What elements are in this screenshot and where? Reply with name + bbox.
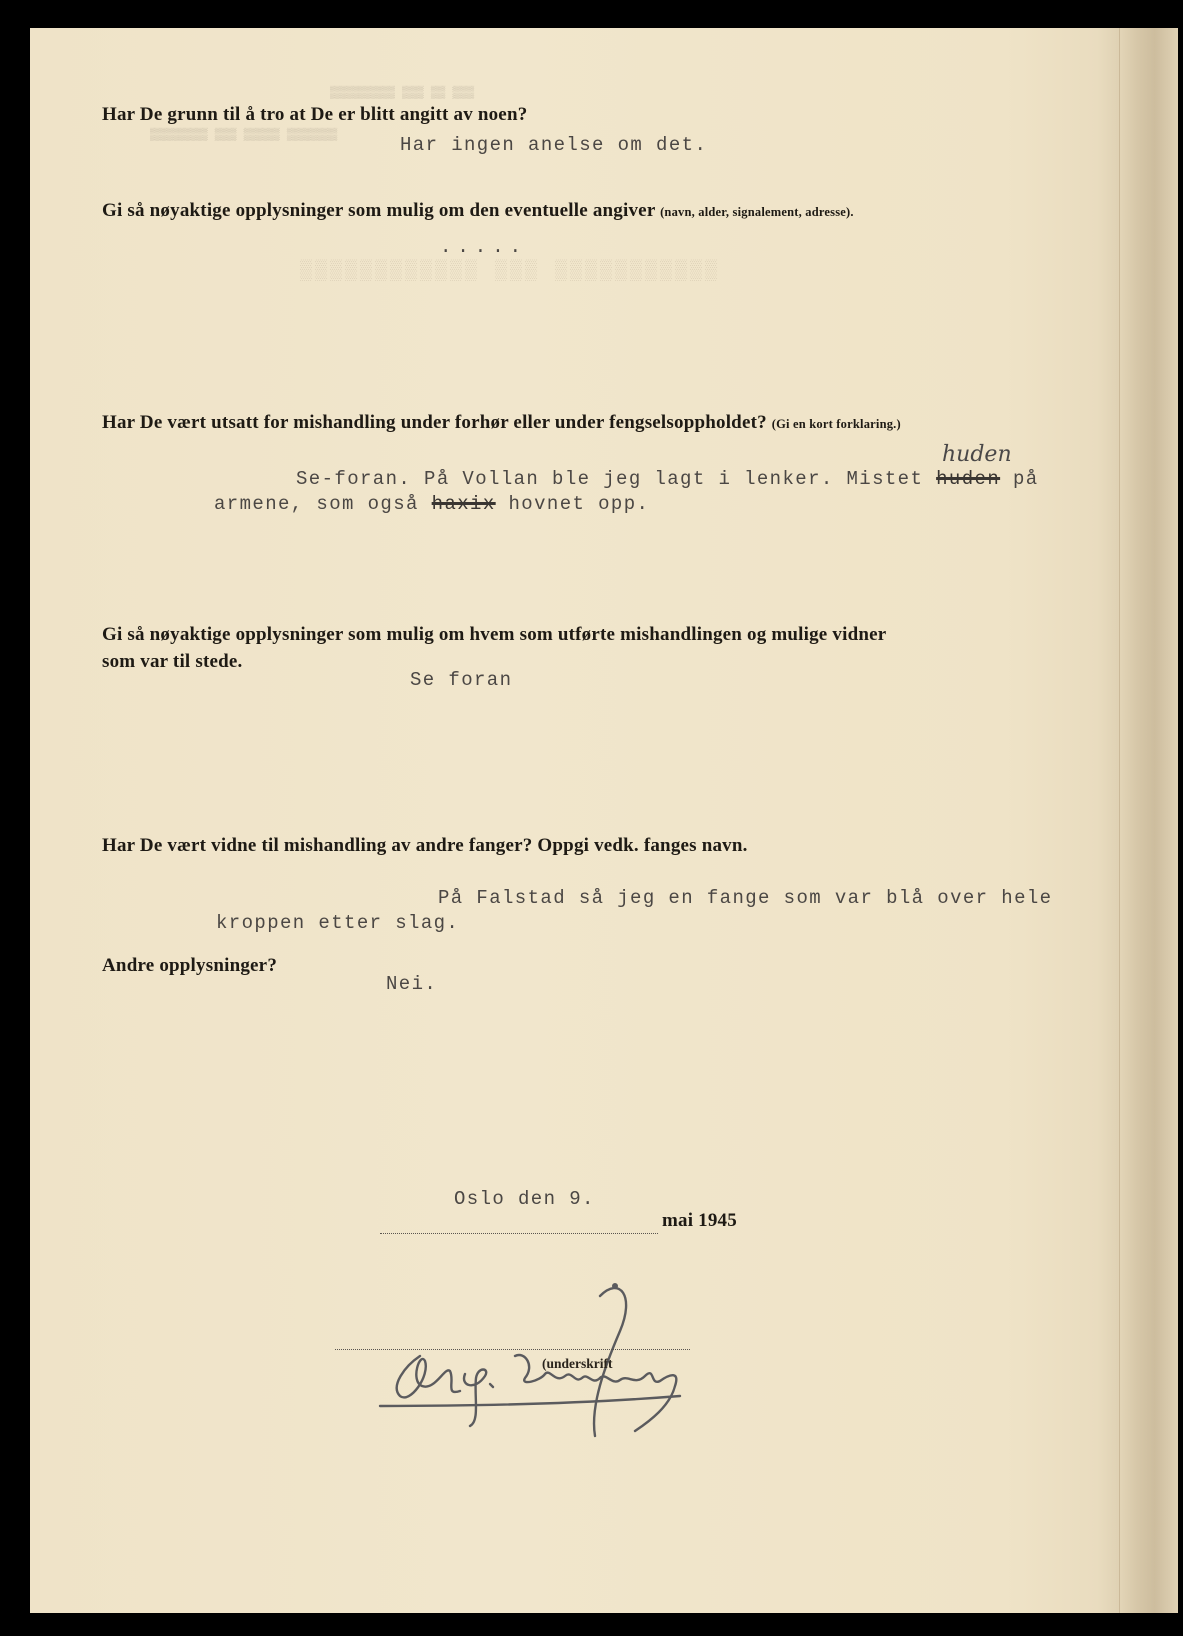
- question-informer-details: [102, 200, 854, 222]
- question-hint: (Gi en kort forklaring.): [771, 417, 901, 431]
- answer-witness-line1: På Falstad så jeg en fange som var blå over hele: [438, 887, 1053, 909]
- question-other-info: Andre opplysninger?: [102, 955, 278, 976]
- page-edge-shadow: [1119, 28, 1178, 1613]
- signature-label: (underskrift: [542, 1356, 613, 1371]
- struck-word: haxix: [431, 493, 496, 515]
- bleed-through-text-small-2: ▒▒▒▒▒▒▒▒ ▒▒▒ ▒▒▒▒▒ ▒▒▒▒▒▒▒: [150, 128, 338, 142]
- struck-word: huden: [936, 468, 1001, 490]
- date-place: Oslo den 9.: [454, 1188, 595, 1210]
- answer-text: hovnet opp.: [508, 493, 650, 515]
- bleed-through-text-small: ▒▒▒▒▒▒▒▒▒ ▒▒▒ ▒▒ ▒▒▒: [330, 86, 475, 100]
- question-perpetrators-line1: Gi så nøyaktige opplysninger som mulig om hvem som utførte mishandlingen og mulige vidner: [102, 624, 887, 645]
- answer-perpetrators: Se foran: [410, 669, 513, 691]
- question-mistreatment: [102, 412, 901, 434]
- question-perpetrators-line2: som var til stede.: [102, 651, 243, 672]
- question-hint: (navn, alder, signalement, adresse).: [660, 205, 854, 219]
- date-dotted-line: [380, 1233, 658, 1234]
- answer-informer-details: .....: [440, 236, 528, 258]
- signature-dotted-line: [335, 1349, 690, 1350]
- answer-mistreatment-line1: [296, 468, 1039, 490]
- answer-other-info: Nei.: [386, 973, 438, 995]
- answer-text: på: [1012, 468, 1039, 490]
- question-text: Har De vært utsatt for mishandling under forhør eller under fengselsoppholdet?: [102, 412, 767, 433]
- question-text: Gi så nøyaktige opplysninger som mulig om den eventuelle angiver: [102, 200, 656, 221]
- answer-text: armene, som også: [214, 493, 419, 515]
- date-month-year: mai 1945: [662, 1210, 737, 1231]
- answer-mistreatment-line2: [214, 493, 649, 515]
- answer-text: Se-foran. På Vollan ble jeg lagt i lenker. Mistet: [296, 468, 924, 490]
- document-page: [30, 28, 1178, 1613]
- question-informer: Har De grunn til å tro at De er blitt angitt av noen?: [102, 104, 528, 125]
- question-witness: Har De vært vidne til mishandling av andre fanger? Oppgi vedk. fanges navn.: [102, 835, 748, 856]
- handwritten-signature: [350, 1256, 710, 1446]
- bleed-through-text: ▒▒▒▒▒▒▒▒▒▒▒▒ ▒▒▒ ▒▒▒▒▒▒▒▒▒▒▒: [300, 260, 721, 283]
- answer-informer: Har ingen anelse om det.: [400, 134, 708, 156]
- handwritten-correction: huden: [942, 442, 1012, 467]
- answer-witness-line2: kroppen etter slag.: [216, 912, 460, 934]
